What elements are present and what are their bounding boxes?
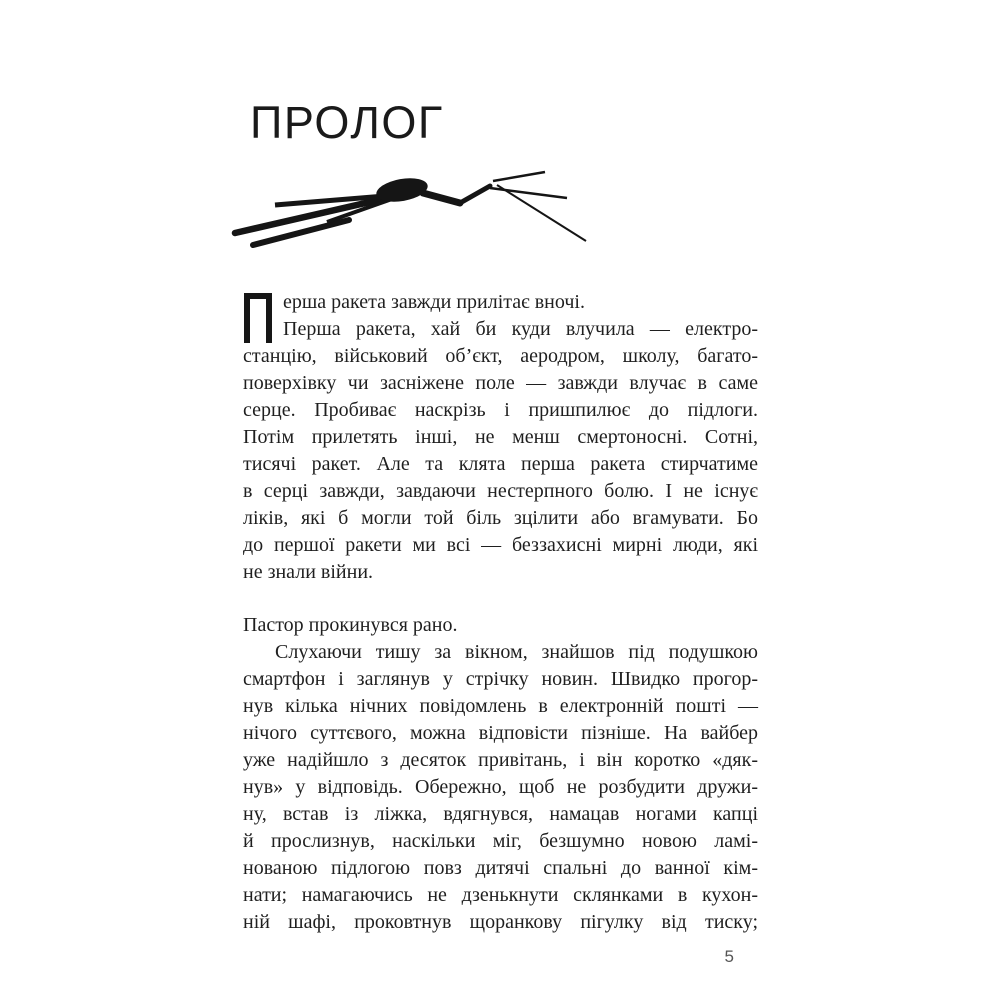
paragraph-2 [243, 612, 758, 639]
paragraph-3 [243, 639, 758, 936]
text-line: Пастор прокинувся рано. [243, 614, 458, 636]
text-line: Потім прилетять інші, не менш смертоносні. Сотні, [243, 426, 758, 448]
body-text [243, 289, 758, 936]
text-line: нув» у відповідь. Обережно, щоб не розбудити дружи- [243, 776, 758, 798]
text-line: станцію, військовий об’єкт, аеродром, школу, багато- [243, 345, 758, 367]
text-line: ерша ракета завжди прилітає вночі. [283, 291, 585, 313]
text-line: смартфон і заглянув у стрічку новин. Швидко прогор- [243, 668, 758, 690]
text-line: поверхівку чи засніжене поле — завжди влучає в саме [243, 372, 758, 394]
page-number: 5 [724, 947, 734, 966]
text-line: Перша ракета, хай би куди влучила — електро- [283, 318, 758, 340]
dropcap-letter [244, 293, 272, 343]
paragraph-1 [243, 289, 758, 586]
rocket-ink-sketch [227, 165, 595, 257]
text-line: нув кілька нічних повідомлень в електронній пошті — [243, 695, 758, 717]
text-line: Слухаючи тишу за вікном, знайшов під подушкою [275, 641, 758, 663]
text-line: ліків, які б могли той біль зцілити або вгамувати. Бо [243, 507, 758, 529]
text-column [243, 0, 758, 967]
text-line: не знали війни. [243, 561, 374, 583]
ink-sketch-illustration [227, 165, 758, 257]
chapter-title: ПРОЛОГ [250, 97, 444, 148]
text-line: нати; намагаючись не дзенькнути склянками в кухон- [243, 884, 758, 906]
text-line: в серці завжди, завдаючи нестерпного болю. І не існує [243, 480, 758, 502]
text-line: уже надійшло з десяток привітань, і він коротко «дяк- [243, 749, 758, 771]
text-line: ну, встав із ліжка, вдягнувся, намацав ногами капці [243, 803, 758, 825]
text-line: серце. Пробиває наскрізь і пришпилює до підлоги. [243, 399, 758, 421]
text-line: нічого суттєвого, можна відповісти пізніше. На вайбер [243, 722, 758, 744]
text-line: до першої ракети ми всі — беззахисні мирні люди, які [243, 534, 758, 556]
text-line: нованою підлогою повз дитячі спальні до ванної кім- [243, 857, 758, 879]
text-line: й прослизнув, наскільки міг, безшумно новою ламі- [243, 830, 758, 852]
text-line: тисячі ракет. Але та клята перша ракета стирчатиме [243, 453, 758, 475]
text-line: ній шафі, проковтнув щоранкову пігулку від тиску; [243, 911, 758, 933]
